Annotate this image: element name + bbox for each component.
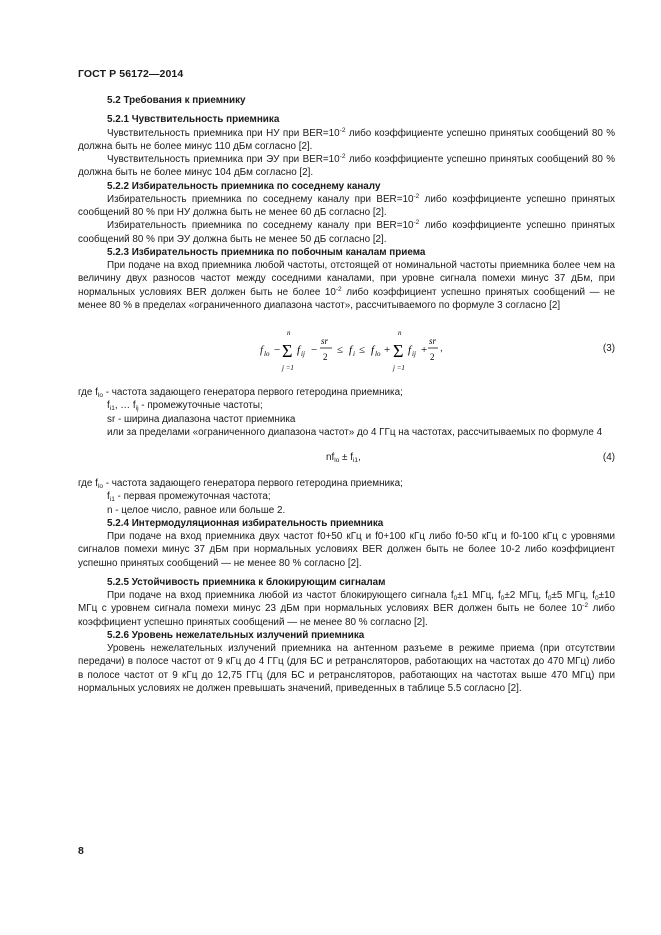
subsection-title-5-2-3: 5.2.3 Избирательность приемника по побочным каналам приема	[107, 246, 426, 258]
svg-text:f: f	[408, 344, 412, 356]
paragraph: Уровень нежелательных излучений приемника на антенном разъеме в режиме приема (при отсутствии передачи) в полосе частот от 9 кГц до 4 ГГц (для БС и ретрансляторов, работающих на частотах до 470 МГц) либо в полосе частот от 9 кГц до 12,75 ГГц (для БС и ретрансляторов, работающих на частотах выше 470 МГц) при нормальных условиях не должен превышать значений, приведенных в таблице 5.5 согласно [2].	[78, 643, 615, 694]
where-line: $f_{i1}$ - первая промежуточная частота;	[107, 491, 271, 504]
where-line: где $f_{lo}$ - частота задающего генератора первого гетеродина приемника;	[78, 387, 403, 399]
paragraph: Чувствительность приемника при ЭУ при $BER=10^{-2}$ либо коэффициенте успешно принятых сообщений 80 % должна быть не более минус 104 дБм согласно [2].	[78, 153, 615, 179]
paragraph: При подаче на вход приемника любой частоты, отстоящей от номинальной частоты приемника более чем на величину двух разносов частот между соседними каналами, при уровне сигнала помехи минус 37 дБм, при нормальных условиях BER должен быть не более $10^{-2}$ либо коэффициент успешно принятых сообщений — не менее 80 % в пределах «ограниченного диапазона частот», рассчитываемого по формуле 3 согласно [2]	[78, 260, 615, 311]
svg-text:ij: ij	[301, 350, 305, 358]
svg-text:f: f	[349, 344, 353, 356]
where-line: $f_{i1}$, … $f_{ij}$ - промежуточные частоты;	[107, 400, 263, 413]
svg-text:i: i	[353, 350, 355, 358]
svg-text:−: −	[274, 344, 281, 356]
svg-text:Σ: Σ	[282, 341, 293, 361]
document-header: ГОСТ Р 56172—2014	[78, 68, 184, 80]
paragraph: или за пределами «ограниченного диапазона частот» до 4 ГГц на частотах, рассчитываемых по формуле 4	[107, 426, 603, 438]
svg-text:≤: ≤	[337, 344, 344, 356]
document-page	[78, 0, 615, 935]
page-number: 8	[78, 845, 84, 857]
formula-3-expression	[258, 322, 438, 378]
formula-4-expression: $nf_{lo} \pm f_{i1}$,	[326, 452, 361, 464]
svg-text:Σ: Σ	[393, 341, 404, 361]
svg-text:f: f	[297, 344, 301, 356]
formula-number: (3)	[602, 343, 615, 354]
where-line: sr - ширина диапазона частот приемника	[107, 413, 296, 425]
svg-text:+: +	[384, 344, 391, 356]
section-title: 5.2 Требования к приемнику	[107, 95, 246, 106]
paragraph: При подаче на вход приемника двух частот f0+50 кГц и f0+100 кГц либо f0-50 кГц и f0-100 кГц с уровнями сигналов помехи минус 37 дБм при нормальных условиях BER должен быть не более 10-2 либо коэффициент успешно принятых сообщений — не менее 80 % согласно [2].	[78, 531, 615, 569]
svg-text:−: −	[311, 344, 318, 356]
svg-text:n: n	[287, 329, 291, 337]
subsection-title-5-2-4: 5.2.4 Интермодуляционная избирательность приемника	[107, 517, 384, 529]
svg-text:+: +	[421, 344, 428, 356]
svg-text:f: f	[260, 344, 264, 356]
svg-text:sr: sr	[429, 336, 437, 346]
formula-number: (4)	[602, 452, 615, 463]
paragraph: Избирательность приемника по соседнему каналу при $BER=10^{-2}$ либо коэффициенте успешно принятых сообщений 80 % при ЭУ должна быть не менее 50 дБ согласно [2].	[78, 219, 615, 245]
svg-text:2: 2	[430, 352, 435, 362]
paragraph: Чувствительность приемника при НУ при $BER=10^{-2}$ либо коэффициенте успешно принятых сообщений 80 % должна быть не более минус 110 дБм согласно [2].	[78, 126, 615, 152]
svg-text:n: n	[398, 329, 402, 337]
where-line: где $f_{lo}$ - частота задающего генератора первого гетеродина приемника;	[78, 478, 403, 490]
formula-3: f lo − n Σ j =1 f ij − sr 2 ≤ f i ≤ f lo + n Σ j =1 f ij + sr 2 , (3)	[78, 322, 615, 378]
subsection-title-5-2-1: 5.2.1 Чувствительность приемника	[107, 114, 280, 126]
document-body	[78, 94, 615, 695]
svg-text:j =1: j =1	[282, 364, 294, 372]
svg-text:ij: ij	[412, 350, 416, 358]
subsection-title-5-2-5: 5.2.5 Устойчивость приемника к блокирующим сигналам	[107, 576, 386, 588]
formula-4	[78, 449, 615, 467]
paragraph: Избирательность приемника по соседнему каналу при $BER=10^{-2}$ либо коэффициенте успешно принятых сообщений 80 % при НУ должна быть не менее 60 дБ согласно [2].	[78, 192, 615, 218]
svg-text:2: 2	[323, 352, 328, 362]
where-line: n - целое число, равное или больше 2.	[107, 504, 286, 516]
subsection-title-5-2-2: 5.2.2 Избирательность приемника по соседнему каналу	[107, 180, 381, 192]
svg-text:f: f	[371, 344, 375, 356]
svg-text:lo: lo	[375, 350, 381, 358]
subsection-title-5-2-6: 5.2.6 Уровень нежелательных излучений приемника	[107, 629, 365, 641]
paragraph: При подаче на вход приемника любой из частот блокирующего сигнала $f_0\pm 1$ МГц, $f_0\pm 2$ МГц, $f_0\pm 5$ МГц, $f_0\pm 10$ МГц с уровнем сигнала помехи минус 23 дБм при нормальных условиях BER должен быть не более $10^{-2}$ либо коэффициент успешно принятых сообщений — не менее 80 % согласно [2].	[78, 590, 615, 628]
svg-text:sr: sr	[321, 336, 329, 346]
svg-text:j =1: j =1	[393, 364, 405, 372]
svg-text:lo: lo	[264, 350, 270, 358]
svg-text:≤: ≤	[359, 344, 366, 356]
